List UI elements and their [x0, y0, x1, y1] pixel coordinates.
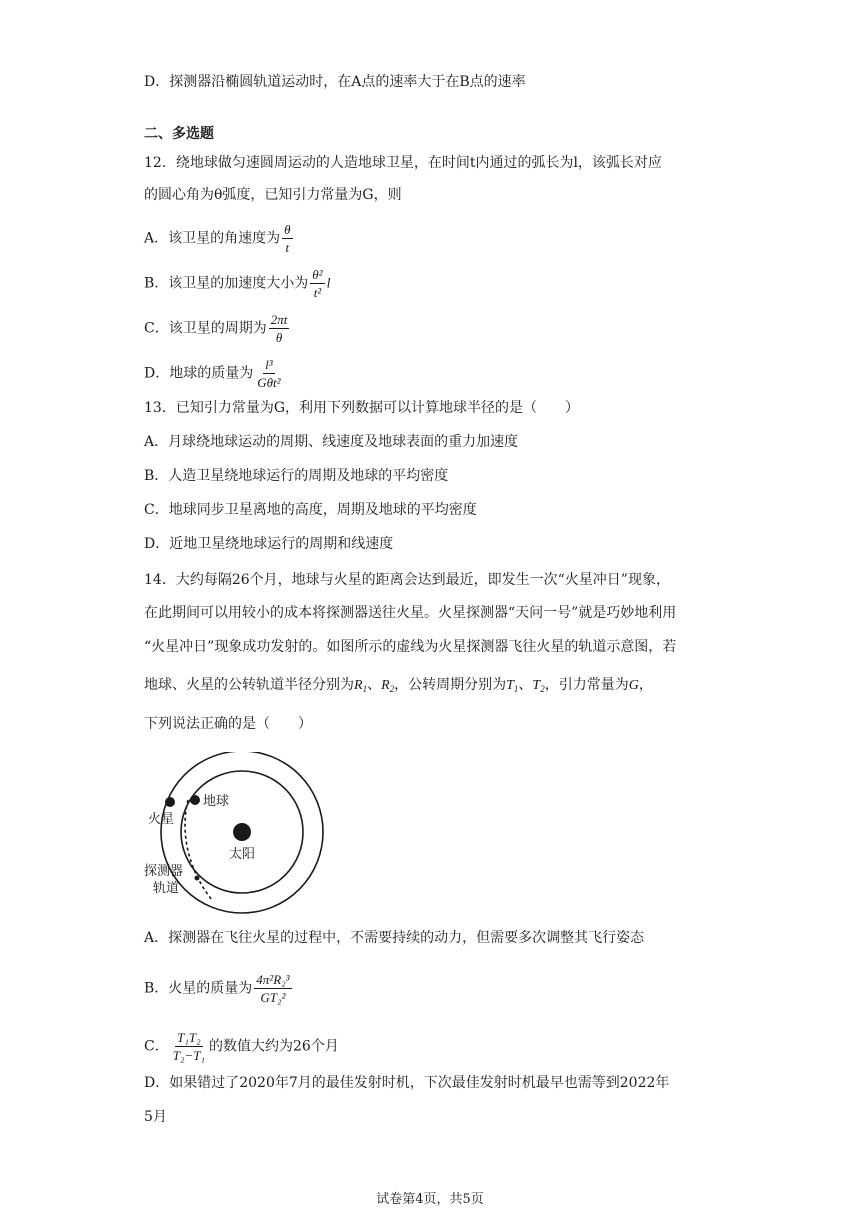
probe-orbit-label-1: 探测器 [144, 864, 184, 879]
earth-icon [190, 795, 200, 805]
q14-option-b: B．火星的质量为 $\frac{\text{4π²R₂³}}{\text{GT₂²}}$ [144, 972, 290, 1005]
mars-icon [165, 797, 175, 807]
probe-orbit-path [185, 800, 212, 900]
q12-option-c: C．该卫星的周期为 $\frac{2\pi t}{\theta}$ [144, 312, 288, 345]
synodic-period-fraction: $\frac{\text{T₁T₂}}{\text{T₂−T₁}}$ [172, 1030, 205, 1063]
q14-option-a: A．探测器在飞往火星的过程中，不需要持续的动力，但需要多次调整其飞行姿态 [144, 930, 645, 946]
q13-option-d: D．近地卫星绕地球运行的周期和线速度 [144, 536, 394, 552]
q14-option-d-line-1: D．如果错过了2020年7月的最佳发射时机，下次最佳发射时机最早也需等到2022年 [144, 1075, 670, 1091]
q14-option-d-line-2: 5月 [144, 1109, 167, 1125]
q14-stem-line-2: 在此期间可以用较小的成本将探测器送往火星。火星探测器“天问一号”就是巧妙地利用 [144, 605, 677, 621]
q12-option-a: A．该卫星的角速度为 $\frac{\theta}{t}$ [144, 222, 291, 255]
page-footer: 试卷第4页，共5页 [376, 1192, 484, 1207]
q11-option-d: D．探测器沿椭圆轨道运动时，在A点的速率大于在B点的速率 [144, 74, 526, 90]
q12-option-b: B．该卫星的加速度大小为 $\frac{\text{θ²}}{\text{t²}}$ l [144, 267, 331, 300]
angular-velocity-fraction: $\frac{\theta}{t}$ [284, 222, 291, 255]
sun-icon [233, 823, 251, 841]
probe-orbit-label-2: 轨道 [153, 881, 180, 896]
earth-label: 地球 [203, 794, 230, 809]
q12-stem-line-2: 的圆心角为θ弧度，已知引力常量为G，则 [144, 187, 402, 203]
sun-label: 太阳 [229, 847, 256, 862]
acceleration-fraction: $\frac{\text{θ²}}{\text{t²}}$ [312, 267, 323, 300]
q14-stem-line-3: “火星冲日”现象成功发射的。如图所示的虚线为火星探测器飞往火星的轨道示意图，若 [144, 639, 677, 655]
orbit-diagram [140, 752, 340, 918]
probe-dot [195, 876, 200, 881]
q13-stem: 13．已知引力常量为G，利用下列数据可以计算地球半径的是（ ） [144, 400, 579, 416]
q13-option-b: B．人造卫星绕地球运行的周期及地球的平均密度 [144, 468, 449, 484]
mars-label: 火星 [148, 812, 175, 827]
q13-option-c: C．地球同步卫星离地的高度，周期及地球的平均密度 [144, 502, 477, 518]
period-fraction: $\frac{2\pi t}{\theta}$ [270, 312, 288, 345]
q14-option-c: C． $\frac{\text{T₁T₂}}{\text{T₂−T₁}}$ 的数值大约为26个月 [144, 1030, 339, 1063]
q14-stem-line-1: 14．大约每隔26个月，地球与火星的距离会达到最近，即发生一次“火星冲日”现象， [144, 572, 670, 588]
q12-option-d: D．地球的质量为 $\frac{\text{l³}}{\text{Gθt²}}$ [144, 357, 281, 390]
section-title: 二、多选题 [144, 126, 214, 142]
q14-stem-line-4: 地球、火星的公转轨道半径分别为$R_1$、$R_2$，公转周期分别为$T_1$、$T_2$，引力常量为G， [144, 677, 653, 694]
mars-mass-fraction: $\frac{\text{4π²R₂³}}{\text{GT₂²}}$ [256, 972, 290, 1005]
q13-option-a: A．月球绕地球运动的周期、线速度及地球表面的重力加速度 [144, 434, 519, 450]
q12-stem-line-1: 12．绕地球做匀速圆周运动的人造地球卫星，在时间t内通过的弧长为l，该弧长对应 [144, 155, 662, 171]
q14-stem-line-5: 下列说法正确的是（ ） [144, 716, 312, 732]
earth-mass-fraction: $\frac{\text{l³}}{\text{Gθt²}}$ [257, 357, 281, 390]
